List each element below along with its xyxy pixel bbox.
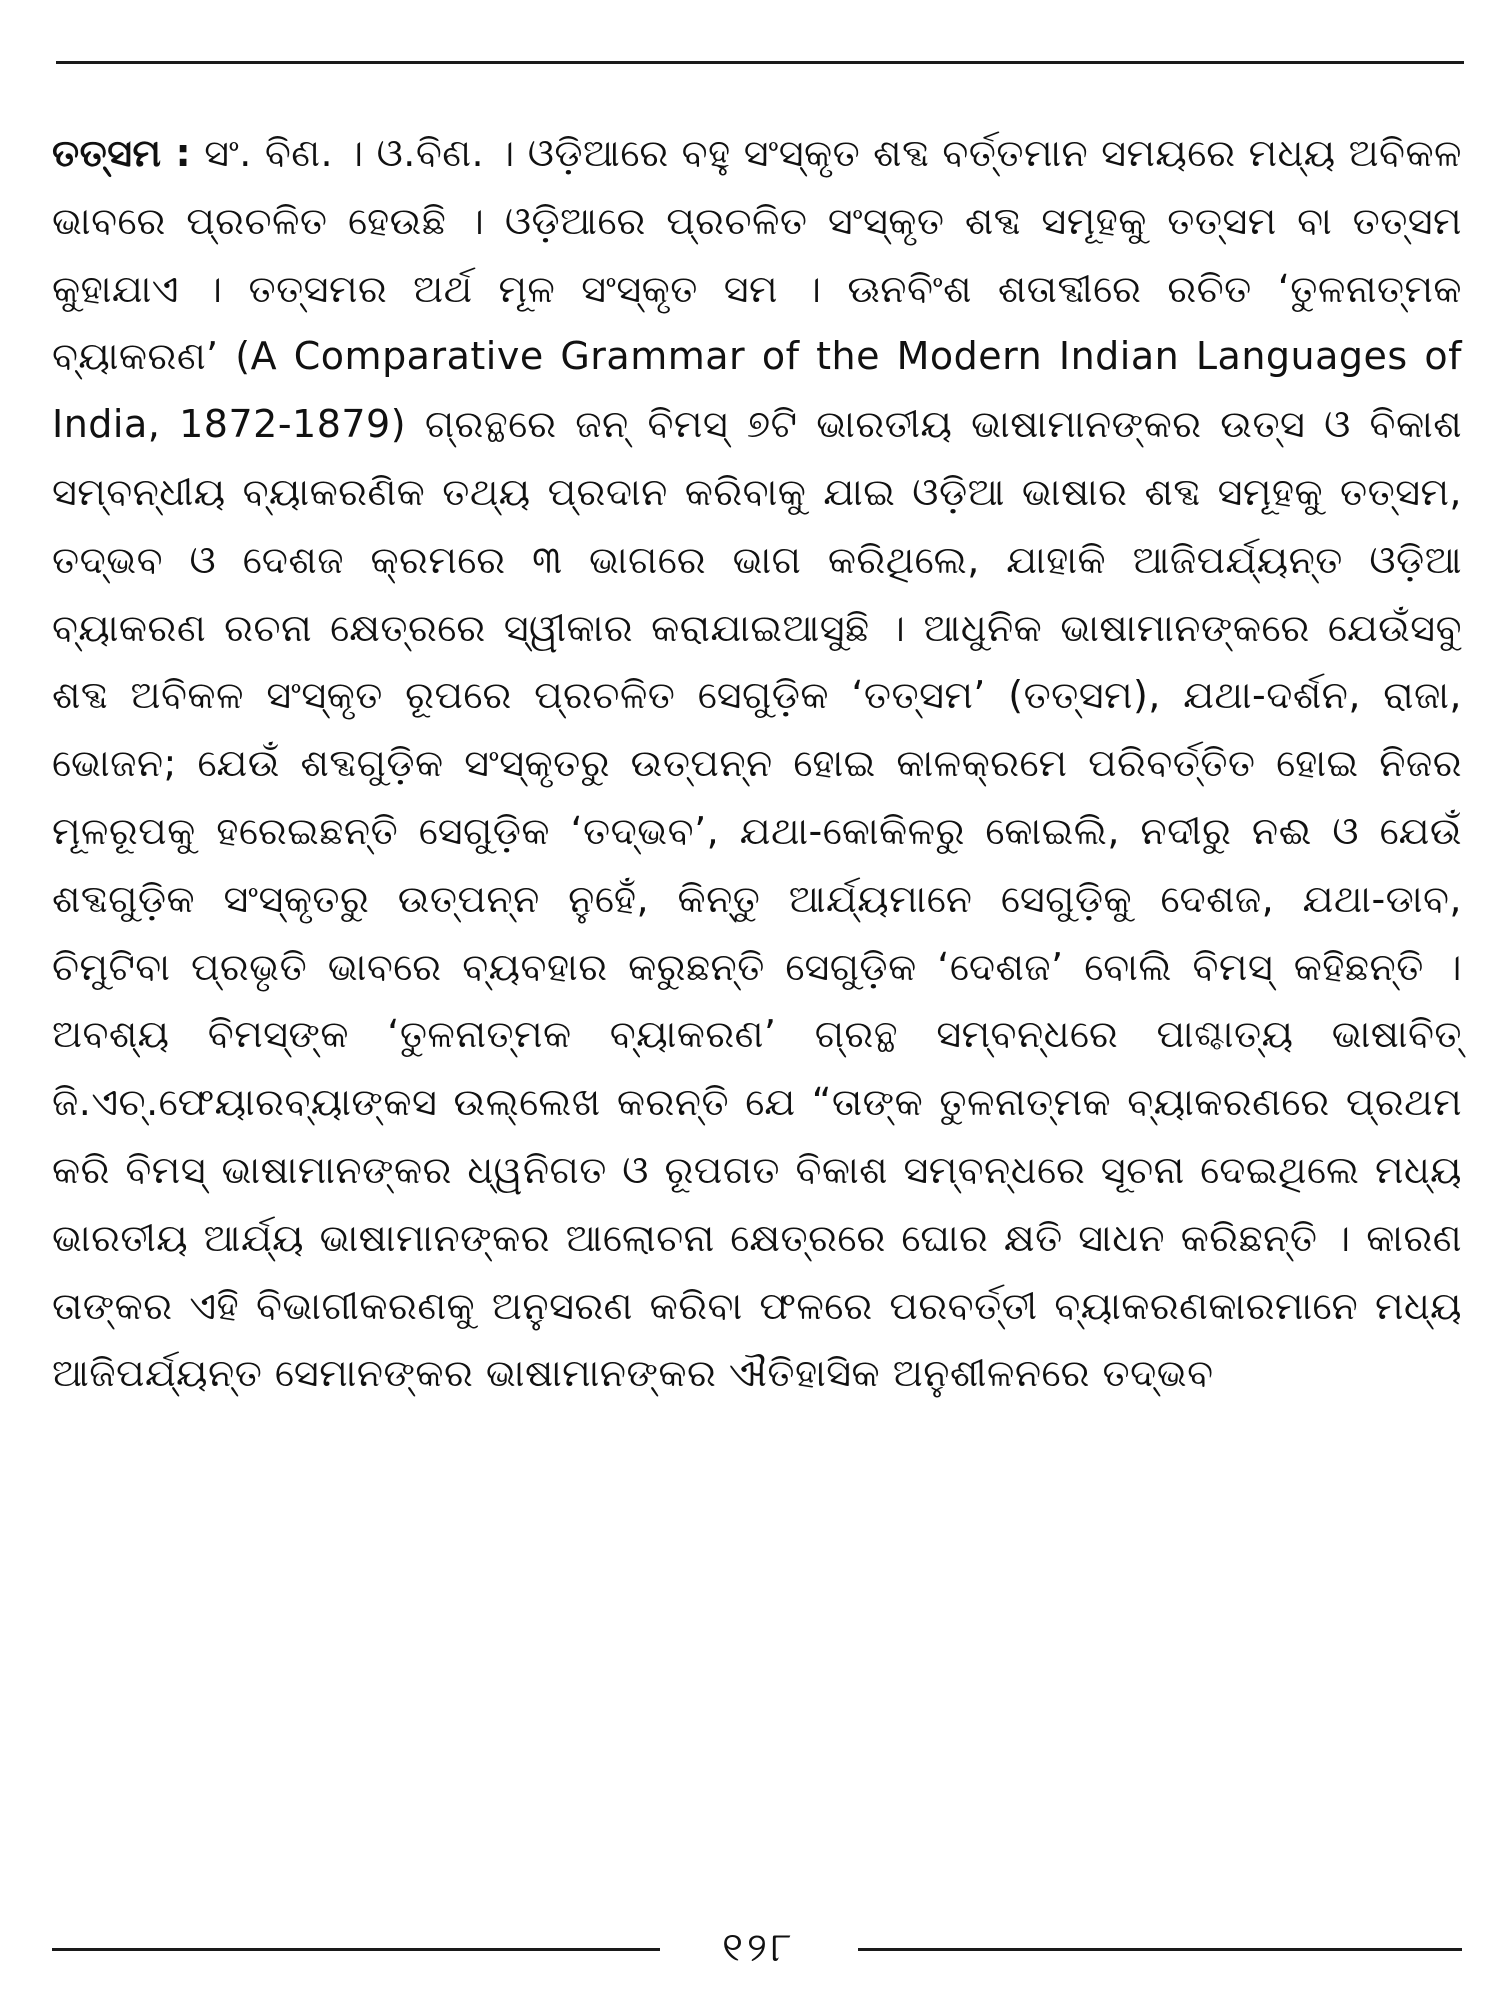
- top-rule: [56, 61, 1464, 64]
- lead-term: ତତ୍ସମ :: [52, 131, 192, 175]
- page-number: ୧୨୮: [722, 1925, 796, 1971]
- footer-rule-right: [858, 1948, 1462, 1951]
- body-text-block: [52, 120, 1462, 1408]
- paragraph: [52, 120, 1462, 1408]
- paragraph-text: ସଂ. ବିଣ. । ଓ.ବିଣ. । ଓଡ଼ିଆରେ ବହୁ ସଂସ୍କୃତ ଶବ୍ଦ ବର୍ତ୍ତମାନ ସମୟରେ ମଧ୍ୟ ଅବିକଳ ଭାବରେ ପ୍ରଚଳିତ ହେଉଛି । ଓଡ଼ିଆରେ ପ୍ରଚଳିତ ସଂସ୍କୃତ ଶବ୍ଦ ସମୂହକୁ ତତ୍ସମ ବା ତତ୍ସମ କୁହାଯାଏ । ତତ୍ସମର ଅର୍ଥ ମୂଳ ସଂସ୍କୃତ ସମ । ଊନବିଂଶ ଶତାବ୍ଦୀରେ ରଚିତ ‘ତୁଳନାତ୍ମକ ବ୍ୟାକରଣ’ (A Comparative Grammar of the Modern Indian Languages of India, 1872-1879) ଗ୍ରନ୍ଥରେ ଜନ୍ ବିମସ୍ ୭ଟି ଭାରତୀୟ ଭାଷାମାନଙ୍କର ଉତ୍ସ ଓ ବିକାଶ ସମ୍ବନ୍ଧୀୟ ବ୍ୟାକରଣିକ ତଥ୍ୟ ପ୍ରଦାନ କରିବାକୁ ଯାଇ ଓଡ଼ିଆ ଭାଷାର ଶବ୍ଦ ସମୂହକୁ ତତ୍ସମ, ତଦ୍ଭବ ଓ ଦେଶଜ କ୍ରମରେ ୩ ଭାଗରେ ଭାଗ କରିଥିଲେ, ଯାହାକି ଆଜିପର୍ଯ୍ୟନ୍ତ ଓଡ଼ିଆ ବ୍ୟାକରଣ ରଚନା କ୍ଷେତ୍ରରେ ସ୍ୱୀକାର କରାଯାଇଆସୁଛି । ଆଧୁନିକ ଭାଷାମାନଙ୍କରେ ଯେଉଁସବୁ ଶବ୍ଦ ଅବିକଳ ସଂସ୍କୃତ ରୂପରେ ପ୍ରଚଳିତ ସେଗୁଡ଼ିକ ‘ତତ୍ସମ’ (ତତ୍ସମ), ଯଥା-ଦର୍ଶନ, ରାଜା, ଭୋଜନ; ଯେଉଁ ଶବ୍ଦଗୁଡ଼ିକ ସଂସ୍କୃତରୁ ଉତ୍ପନ୍ନ ହୋଇ କାଳକ୍ରମେ ପରିବର୍ତ୍ତିତ ହୋଇ ନିଜର ମୂଳରୂପକୁ ହରେଇଛନ୍ତି ସେଗୁଡ଼ିକ ‘ତଦ୍ଭବ’, ଯଥା-କୋକିଳରୁ କୋଇଲି, ନଦୀରୁ ନଈ ଓ ଯେଉଁ ଶବ୍ଦଗୁଡ଼ିକ ସଂସ୍କୃତରୁ ଉତ୍ପନ୍ନ ନୁହେଁ, କିନ୍ତୁ ଆର୍ଯ୍ୟମାନେ ସେଗୁଡ଼ିକୁ ଦେଶଜ, ଯଥା-ଡାବ, ଚିମୁଟିବା ପ୍ରଭୃତି ଭାବରେ ବ୍ୟବହାର କରୁଛନ୍ତି ସେଗୁଡ଼ିକ ‘ଦେଶଜ’ ବୋଲି ବିମସ୍ କହିଛନ୍ତି । ଅବଶ୍ୟ ବିମସ୍ଙ୍କ ‘ତୁଳନାତ୍ମକ ବ୍ୟାକରଣ’ ଗ୍ରନ୍ଥ ସମ୍ବନ୍ଧରେ ପାଶ୍ଚାତ୍ୟ ଭାଷାବିତ୍ ଜି.ଏଚ୍.ଫେୟାରବ୍ୟାଙ୍କସ ଉଲ୍ଲେଖ କରନ୍ତି ଯେ “ତାଙ୍କ ତୁଳନାତ୍ମକ ବ୍ୟାକରଣରେ ପ୍ରଥମ କରି ବିମସ୍ ଭାଷାମାନଙ୍କର ଧ୍ୱନିଗତ ଓ ରୂପଗତ ବିକାଶ ସମ୍ବନ୍ଧରେ ସୂଚନା ଦେଇଥିଲେ ମଧ୍ୟ ଭାରତୀୟ ଆର୍ଯ୍ୟ ଭାଷାମାନଙ୍କର ଆଲୋଚନା କ୍ଷେତ୍ରରେ ଘୋର କ୍ଷତି ସାଧନ କରିଛନ୍ତି । କାରଣ ତାଙ୍କର ଏହି ବିଭାଗୀକରଣକୁ ଅନୁସରଣ କରିବା ଫଳରେ ପରବର୍ତ୍ତୀ ବ୍ୟାକରଣକାରମାନେ ମଧ୍ୟ ଆଜିପର୍ଯ୍ୟନ୍ତ ସେମାନଙ୍କର ଭାଷାମାନଙ୍କର ଐତିହାସିକ ଅନୁଶୀଳନରେ ତଦ୍ଭବ: [52, 131, 1462, 1396]
- footer-rule-left: [52, 1948, 660, 1951]
